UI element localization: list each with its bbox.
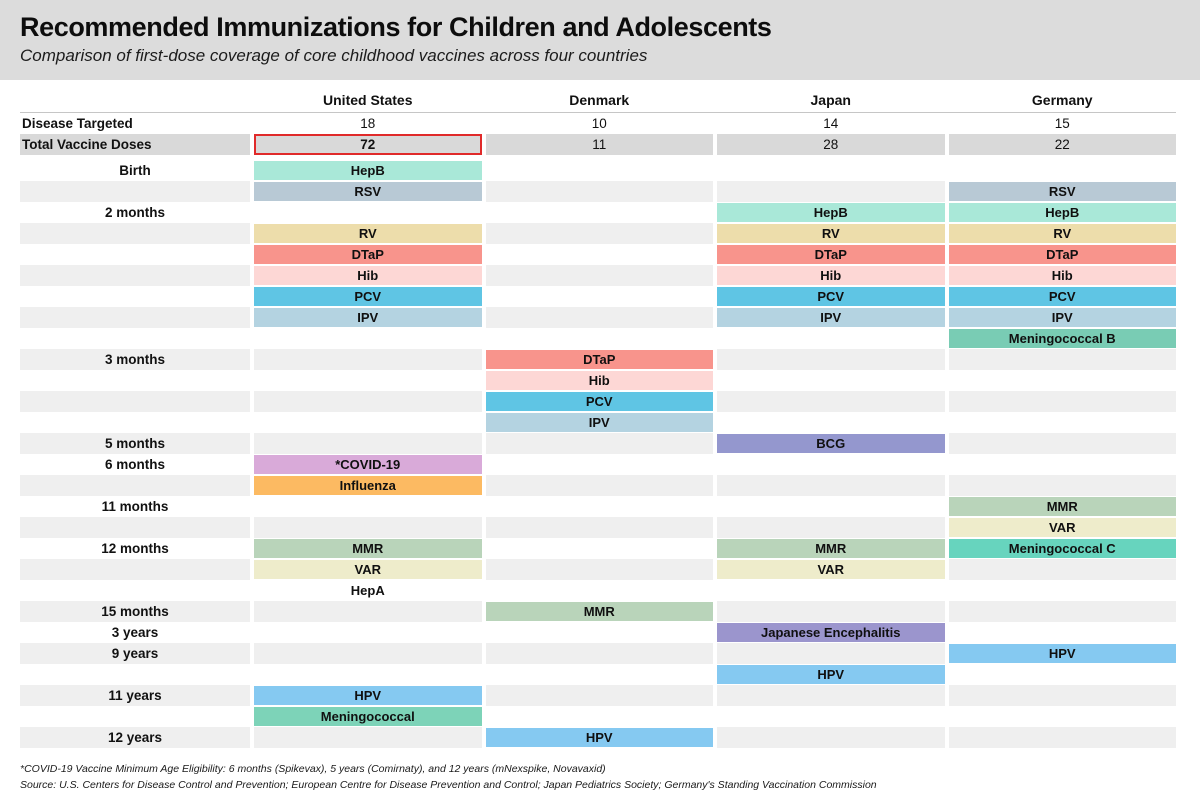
vaccine-bar-dtap: DTaP	[717, 245, 945, 264]
age-label: 12 months	[101, 541, 169, 556]
row-label-disease-targeted: Disease Targeted	[22, 116, 133, 131]
table-row	[20, 664, 1176, 685]
cell-germany	[949, 286, 1177, 307]
age-label	[20, 265, 250, 286]
cell-denmark	[486, 391, 714, 412]
cell-united-states	[254, 622, 482, 643]
age-label	[20, 223, 250, 244]
age-label	[20, 286, 250, 307]
vaccine-bar-mmr: MMR	[717, 539, 945, 558]
vaccine-bar-meningococcal-b: Meningococcal B	[949, 329, 1177, 348]
cell-united-states	[254, 412, 482, 433]
vaccine-rows	[20, 160, 1176, 748]
cell-japan	[717, 328, 945, 349]
table-row	[20, 727, 1176, 748]
cell-germany	[949, 601, 1177, 622]
cell-germany	[949, 727, 1177, 748]
dose-count-united-states-highlighted: 72	[254, 134, 482, 155]
cell-united-states	[254, 517, 482, 538]
vaccine-bar-influenza: Influenza	[254, 476, 482, 495]
age-label	[20, 307, 250, 328]
vaccine-bar-hib: Hib	[254, 266, 482, 285]
age-label: Birth	[119, 163, 151, 178]
age-label	[20, 664, 250, 685]
cell-united-states	[254, 643, 482, 664]
age-label	[20, 181, 250, 202]
cell-united-states	[254, 349, 482, 370]
cell-united-states	[254, 706, 482, 727]
table-row	[20, 223, 1176, 244]
age-label	[20, 580, 250, 601]
cell-denmark	[486, 496, 714, 517]
cell-united-states	[254, 307, 482, 328]
cell-denmark	[486, 685, 714, 706]
vaccine-bar-hepb: HepB	[949, 203, 1177, 222]
cell-denmark	[486, 412, 714, 433]
age-label	[20, 412, 250, 433]
cell-japan	[717, 202, 945, 223]
cell-denmark	[486, 433, 714, 454]
dose-count-germany: 22	[949, 134, 1177, 155]
cell-japan	[717, 454, 945, 475]
cell-japan	[717, 349, 945, 370]
cell-germany	[949, 496, 1177, 517]
cell-germany	[949, 622, 1177, 643]
vaccine-bar-meningococcal: Meningococcal	[254, 707, 482, 726]
cell-united-states	[254, 391, 482, 412]
cell-germany	[949, 307, 1177, 328]
cell-united-states	[254, 244, 482, 265]
table-row	[20, 328, 1176, 349]
column-header-japan: Japan	[810, 92, 851, 108]
table-row	[20, 496, 1176, 517]
table-row	[20, 559, 1176, 580]
vaccine-bar-bcg: BCG	[717, 434, 945, 453]
cell-united-states	[254, 685, 482, 706]
cell-denmark	[486, 223, 714, 244]
cell-denmark	[486, 643, 714, 664]
age-label: 5 months	[20, 433, 250, 454]
table-row	[20, 202, 1176, 223]
cell-united-states	[254, 454, 482, 475]
vaccine-bar-dtap: DTaP	[486, 350, 714, 369]
cell-japan	[717, 475, 945, 496]
cell-japan	[717, 370, 945, 391]
cell-japan	[717, 517, 945, 538]
cell-united-states	[254, 160, 482, 181]
vaccine-bar-mmr: MMR	[949, 497, 1177, 516]
age-label	[20, 370, 250, 391]
table-row	[20, 706, 1176, 727]
cell-germany	[949, 202, 1177, 223]
vaccine-bar-rv: RV	[949, 224, 1177, 243]
cell-denmark	[486, 286, 714, 307]
cell-denmark	[486, 664, 714, 685]
cell-denmark	[486, 517, 714, 538]
age-label	[20, 517, 250, 538]
table-row	[20, 244, 1176, 265]
cell-japan	[717, 706, 945, 727]
cell-denmark	[486, 538, 714, 559]
table-row	[20, 181, 1176, 202]
age-label: 2 months	[104, 205, 165, 220]
age-label	[20, 244, 250, 265]
table-row	[20, 160, 1176, 181]
column-header-denmark: Denmark	[569, 92, 630, 108]
vaccine-bar-ipv: IPV	[486, 413, 714, 432]
table-row	[20, 538, 1176, 559]
cell-united-states	[254, 727, 482, 748]
table-row	[20, 622, 1176, 643]
country-header-row	[20, 88, 1176, 113]
cell-germany	[949, 538, 1177, 559]
column-header-united-states: United States	[323, 92, 413, 108]
page-header	[0, 0, 1200, 80]
cell-denmark	[486, 454, 714, 475]
vaccine-bar-rv: RV	[254, 224, 482, 243]
cell-denmark	[486, 244, 714, 265]
cell-united-states	[254, 265, 482, 286]
vaccine-bar-covid-19: *COVID-19	[254, 455, 482, 474]
cell-denmark	[486, 559, 714, 580]
cell-united-states	[254, 286, 482, 307]
table-row	[20, 643, 1176, 664]
cell-denmark	[486, 622, 714, 643]
age-label: 6 months	[104, 457, 165, 472]
cell-japan	[717, 538, 945, 559]
vaccine-bar-rsv: RSV	[949, 182, 1177, 201]
disease-targeted-row	[20, 113, 1176, 134]
vaccine-bar-hepb: HepB	[717, 203, 945, 222]
cell-germany	[949, 475, 1177, 496]
cell-japan	[717, 727, 945, 748]
cell-japan	[717, 181, 945, 202]
cell-denmark	[486, 349, 714, 370]
cell-japan	[717, 433, 945, 454]
cell-denmark	[486, 328, 714, 349]
vaccine-bar-pcv: PCV	[949, 287, 1177, 306]
vaccine-bar-var: VAR	[717, 560, 945, 579]
age-label	[20, 328, 250, 349]
disease-count-denmark: 10	[591, 116, 607, 131]
cell-japan	[717, 307, 945, 328]
table-row	[20, 391, 1176, 412]
cell-japan	[717, 496, 945, 517]
age-label: 11 years	[20, 685, 250, 706]
table-row	[20, 265, 1176, 286]
age-label: 12 years	[20, 727, 250, 748]
table-row	[20, 307, 1176, 328]
vaccine-bar-rv: RV	[717, 224, 945, 243]
vaccine-bar-hepa: HepA	[350, 583, 385, 598]
page-title: Recommended Immunizations for Children and Adolescents	[20, 12, 772, 42]
vaccine-bar-var: VAR	[254, 560, 482, 579]
cell-united-states	[254, 370, 482, 391]
table-row	[20, 454, 1176, 475]
age-label	[20, 475, 250, 496]
vaccine-bar-hepb: HepB	[254, 161, 482, 180]
vaccine-bar-dtap: DTaP	[949, 245, 1177, 264]
vaccine-bar-meningococcal-c: Meningococcal C	[949, 539, 1177, 558]
vaccine-bar-hpv: HPV	[254, 686, 482, 705]
cell-japan	[717, 601, 945, 622]
vaccine-bar-hpv: HPV	[717, 665, 945, 684]
vaccine-bar-ipv: IPV	[254, 308, 482, 327]
cell-denmark	[486, 727, 714, 748]
table-row	[20, 349, 1176, 370]
vaccine-bar-hib: Hib	[486, 371, 714, 390]
cell-germany	[949, 580, 1177, 601]
vaccine-bar-hib: Hib	[717, 266, 945, 285]
vaccine-bar-hib: Hib	[949, 266, 1177, 285]
vaccine-bar-pcv: PCV	[254, 287, 482, 306]
cell-germany	[949, 370, 1177, 391]
cell-denmark	[486, 181, 714, 202]
cell-united-states	[254, 202, 482, 223]
cell-japan	[717, 286, 945, 307]
age-label	[20, 559, 250, 580]
disease-count-japan: 14	[823, 116, 839, 131]
age-label: 3 months	[20, 349, 250, 370]
cell-denmark	[486, 307, 714, 328]
cell-germany	[949, 328, 1177, 349]
cell-denmark	[486, 370, 714, 391]
cell-united-states	[254, 538, 482, 559]
footer	[20, 762, 1200, 794]
table-row	[20, 286, 1176, 307]
vaccine-bar-pcv: PCV	[486, 392, 714, 411]
cell-germany	[949, 223, 1177, 244]
footnote: *COVID-19 Vaccine Minimum Age Eligibility: 6 months (Spikevax), 5 years (Comirnaty), and 12 years (mNexspike, Novavaxid)	[20, 763, 606, 775]
cell-germany	[949, 265, 1177, 286]
cell-united-states	[254, 496, 482, 517]
table-row	[20, 475, 1176, 496]
cell-japan	[717, 412, 945, 433]
vaccine-bar-mmr: MMR	[486, 602, 714, 621]
vaccine-bar-mmr: MMR	[254, 539, 482, 558]
cell-japan	[717, 265, 945, 286]
cell-denmark	[486, 265, 714, 286]
disease-count-germany: 15	[1054, 116, 1070, 131]
cell-germany	[949, 454, 1177, 475]
column-header-germany: Germany	[1031, 92, 1093, 108]
source-line: Source: U.S. Centers for Disease Control and Prevention; European Centre for Disease Prevention and Control; Japan Pediatrics Society; Germany's Standing Vaccination Commission	[20, 778, 877, 791]
cell-germany	[949, 160, 1177, 181]
vaccine-bar-ipv: IPV	[717, 308, 945, 327]
age-label: 15 months	[20, 601, 250, 622]
table-row	[20, 580, 1176, 601]
cell-united-states	[254, 475, 482, 496]
dose-count-denmark: 11	[486, 134, 714, 155]
table-row	[20, 685, 1176, 706]
cell-japan	[717, 580, 945, 601]
age-label: 9 years	[20, 643, 250, 664]
vaccine-bar-var: VAR	[949, 518, 1177, 537]
age-label	[20, 706, 250, 727]
cell-denmark	[486, 160, 714, 181]
cell-united-states	[254, 433, 482, 454]
cell-japan	[717, 643, 945, 664]
vaccine-bar-japanese-encephalitis: Japanese Encephalitis	[717, 623, 945, 642]
table-row	[20, 517, 1176, 538]
cell-japan	[717, 244, 945, 265]
cell-germany	[949, 559, 1177, 580]
schedule-table	[20, 88, 1176, 748]
cell-germany	[949, 685, 1177, 706]
vaccine-bar-pcv: PCV	[717, 287, 945, 306]
vaccine-bar-hpv: HPV	[949, 644, 1177, 663]
cell-japan	[717, 391, 945, 412]
age-label	[20, 391, 250, 412]
cell-denmark	[486, 475, 714, 496]
page-subtitle: Comparison of first-dose coverage of core childhood vaccines across four countries	[20, 46, 648, 65]
row-label-total-doses: Total Vaccine Doses	[20, 134, 250, 155]
cell-japan	[717, 622, 945, 643]
cell-denmark	[486, 202, 714, 223]
table-row	[20, 370, 1176, 391]
cell-united-states	[254, 223, 482, 244]
cell-united-states	[254, 601, 482, 622]
cell-united-states	[254, 559, 482, 580]
cell-denmark	[486, 706, 714, 727]
cell-japan	[717, 685, 945, 706]
cell-germany	[949, 181, 1177, 202]
cell-germany	[949, 706, 1177, 727]
cell-denmark	[486, 601, 714, 622]
cell-germany	[949, 433, 1177, 454]
cell-united-states	[254, 181, 482, 202]
cell-germany	[949, 244, 1177, 265]
cell-united-states	[254, 664, 482, 685]
cell-germany	[949, 412, 1177, 433]
cell-germany	[949, 517, 1177, 538]
table-row	[20, 433, 1176, 454]
cell-japan	[717, 664, 945, 685]
total-doses-row	[20, 134, 1176, 155]
cell-denmark	[486, 580, 714, 601]
dose-count-japan: 28	[717, 134, 945, 155]
cell-germany	[949, 349, 1177, 370]
cell-germany	[949, 643, 1177, 664]
disease-count-united-states: 18	[360, 116, 376, 131]
cell-germany	[949, 391, 1177, 412]
vaccine-bar-hpv: HPV	[486, 728, 714, 747]
table-row	[20, 412, 1176, 433]
cell-japan	[717, 223, 945, 244]
cell-united-states	[254, 328, 482, 349]
table-row	[20, 601, 1176, 622]
cell-japan	[717, 559, 945, 580]
age-label: 11 months	[101, 499, 169, 514]
cell-germany	[949, 664, 1177, 685]
vaccine-bar-dtap: DTaP	[254, 245, 482, 264]
vaccine-bar-ipv: IPV	[949, 308, 1177, 327]
vaccine-bar-rsv: RSV	[254, 182, 482, 201]
cell-japan	[717, 160, 945, 181]
cell-united-states	[254, 580, 482, 601]
age-label: 3 years	[111, 625, 159, 640]
